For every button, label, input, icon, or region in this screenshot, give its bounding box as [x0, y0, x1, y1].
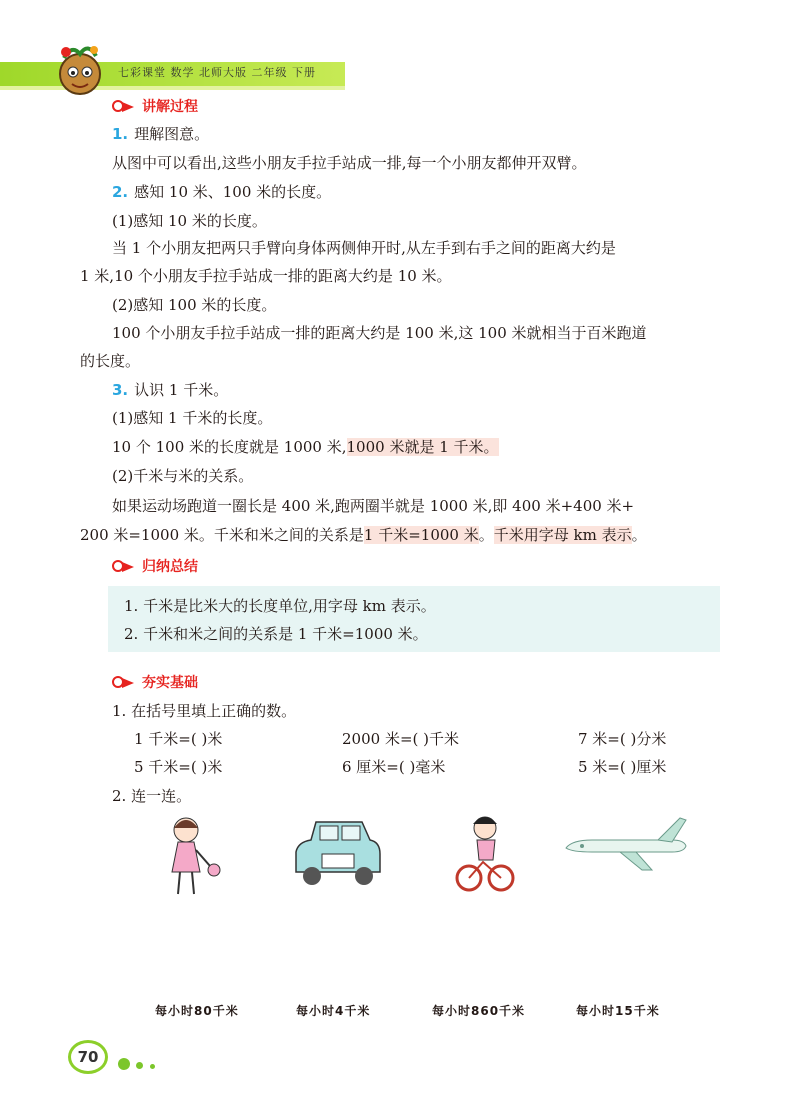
substep: (2)千米与米的关系。: [112, 467, 254, 485]
section-title: 夯实基础: [142, 675, 198, 691]
girl-walking-icon[interactable]: [150, 812, 230, 898]
summary-item: 1. 千米是比米大的长度单位,用字母 km 表示。: [124, 597, 436, 615]
mascot-icon: [50, 40, 110, 98]
section-head-basics: [112, 672, 198, 692]
question-1: 1. 在括号里填上正确的数。: [112, 702, 297, 720]
dot-decoration: [150, 1064, 155, 1069]
paragraph: [112, 437, 499, 457]
car-icon[interactable]: [286, 812, 386, 898]
step-number: 3.: [112, 381, 129, 399]
paragraph: 100 个小朋友手拉手站成一排的距离大约是 100 米,这 100 米就相当于百米跑道: [112, 324, 647, 342]
step-number: 1.: [112, 125, 129, 143]
text: 。: [631, 526, 647, 544]
section-arrow-icon: [112, 675, 136, 689]
exercise-cell[interactable]: 6 厘米=( )毫米: [342, 758, 446, 776]
section-arrow-icon: [112, 559, 136, 573]
paragraph-cont: 1 米,10 个小朋友手拉手站成一排的距离大约是 10 米。: [80, 267, 452, 285]
step-2: [112, 182, 331, 202]
text: 200 米=1000 米。千米和米之间的关系是: [80, 526, 364, 544]
exercise-cell[interactable]: 5 千米=( )米: [134, 758, 223, 776]
speed-label[interactable]: 每小时80千米: [155, 1004, 239, 1018]
text: 10 个 100 米的长度就是 1000 米,: [112, 438, 347, 456]
highlight: 千米用字母 km 表示: [493, 526, 632, 544]
speed-label[interactable]: 每小时15千米: [576, 1004, 660, 1018]
substep: (1)感知 10 米的长度。: [112, 212, 267, 230]
exercise-cell[interactable]: 7 米=( )分米: [578, 730, 667, 748]
section-head-summary: [112, 556, 198, 576]
text: 。: [478, 526, 494, 544]
paragraph: 如果运动场跑道一圈长是 400 米,跑两圈半就是 1000 米,即 400 米+400 米+: [112, 497, 635, 515]
summary-item: 2. 千米和米之间的关系是 1 千米=1000 米。: [124, 625, 428, 643]
paragraph-cont: [80, 525, 647, 545]
step-title: 感知 10 米、100 米的长度。: [134, 183, 332, 201]
section-head-explain: [112, 96, 198, 116]
step-number: 2.: [112, 183, 129, 201]
section-title: 归纳总结: [142, 559, 198, 575]
header-title: 七彩课堂 数学 北师大版 二年级 下册: [118, 66, 316, 79]
step-title: 理解图意。: [134, 125, 210, 143]
section-arrow-icon: [112, 99, 136, 113]
page-number: 70: [68, 1040, 108, 1074]
step-title: 认识 1 千米。: [134, 381, 229, 399]
dot-decoration: [118, 1058, 130, 1070]
boy-cycling-icon[interactable]: [455, 812, 515, 898]
section-title: 讲解过程: [142, 99, 198, 115]
step-3: [112, 380, 228, 400]
highlight: 1000 米就是 1 千米。: [346, 438, 499, 456]
substep: (1)感知 1 千米的长度。: [112, 409, 273, 427]
paragraph: 从图中可以看出,这些小朋友手拉手站成一排,每一个小朋友都伸开双臂。: [112, 154, 587, 172]
question-2: 2. 连一连。: [112, 787, 192, 805]
speed-label[interactable]: 每小时860千米: [432, 1004, 526, 1018]
highlight: 1 千米=1000 米: [363, 526, 479, 544]
exercise-cell[interactable]: 5 米=( )厘米: [578, 758, 667, 776]
substep: (2)感知 100 米的长度。: [112, 296, 277, 314]
speed-label[interactable]: 每小时4千米: [296, 1004, 371, 1018]
step-1: [112, 124, 209, 144]
dot-decoration: [136, 1062, 143, 1069]
exercise-cell[interactable]: 2000 米=( )千米: [342, 730, 459, 748]
exercise-cell[interactable]: 1 千米=( )米: [134, 730, 223, 748]
airplane-icon[interactable]: [562, 812, 692, 898]
paragraph: 当 1 个小朋友把两只手臂向身体两侧伸开时,从左手到右手之间的距离大约是: [112, 239, 616, 257]
paragraph-cont: 的长度。: [80, 352, 141, 370]
